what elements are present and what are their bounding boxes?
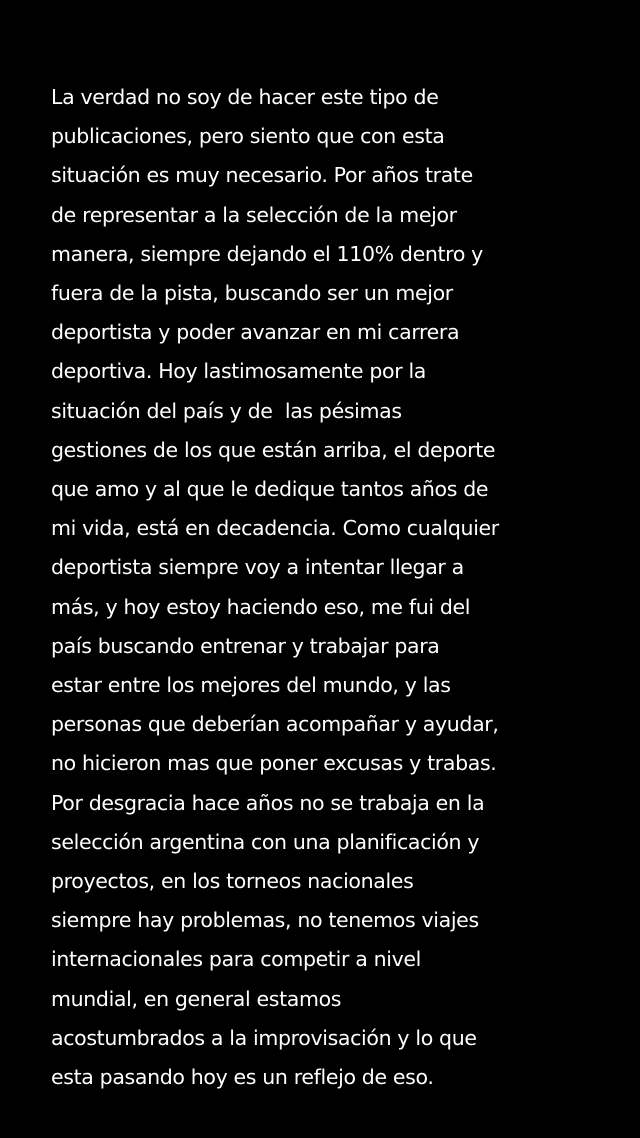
text-line: país buscando entrenar y trabajar para xyxy=(51,633,440,658)
text-line: Por desgracia hace años no se trabaja en la xyxy=(51,790,485,815)
text-line: mundial, en general estamos xyxy=(51,986,342,1011)
text-line: gestiones de los que están arriba, el deporte xyxy=(51,437,496,462)
text-line: situación es muy necesario. Por años trate xyxy=(51,163,473,188)
story-text xyxy=(51,78,611,1097)
text-line: deportista y poder avanzar en mi carrera xyxy=(51,320,460,345)
text-line: mi vida, está en decadencia. Como cualquier xyxy=(51,516,499,541)
text-line: no hicieron mas que poner excusas y trabas. xyxy=(51,751,497,776)
text-line: La verdad no soy de hacer este tipo de xyxy=(51,85,439,109)
text-line: siempre hay problemas, no tenemos viajes xyxy=(51,908,479,933)
text-line: situación del país y de las pésimas xyxy=(51,398,402,423)
text-line: acostumbrados a la improvisación y lo que xyxy=(51,1025,477,1050)
text-line: personas que deberían acompañar y ayudar, xyxy=(51,712,499,737)
text-line: deportista siempre voy a intentar llegar a xyxy=(51,555,464,580)
text-line: fuera de la pista, buscando ser un mejor xyxy=(51,281,453,306)
text-line: de representar a la selección de la mejor xyxy=(51,202,457,227)
text-line: deportiva. Hoy lastimosamente por la xyxy=(51,359,426,384)
text-line: más, y hoy estoy haciendo eso, me fui del xyxy=(51,594,471,619)
text-line: esta pasando hoy es un reflejo de eso. xyxy=(51,1065,434,1090)
text-line: proyectos, en los torneos nacionales xyxy=(51,869,414,894)
text-line: publicaciones, pero siento que con esta xyxy=(51,124,445,149)
text-line: estar entre los mejores del mundo, y las xyxy=(51,673,451,698)
text-line: que amo y al que le dedique tantos años de xyxy=(51,477,489,502)
text-line: internacionales para competir a nivel xyxy=(51,947,421,972)
text-line: manera, siempre dejando el 110% dentro y xyxy=(51,241,483,266)
text-line: selección argentina con una planificación y xyxy=(51,829,480,854)
